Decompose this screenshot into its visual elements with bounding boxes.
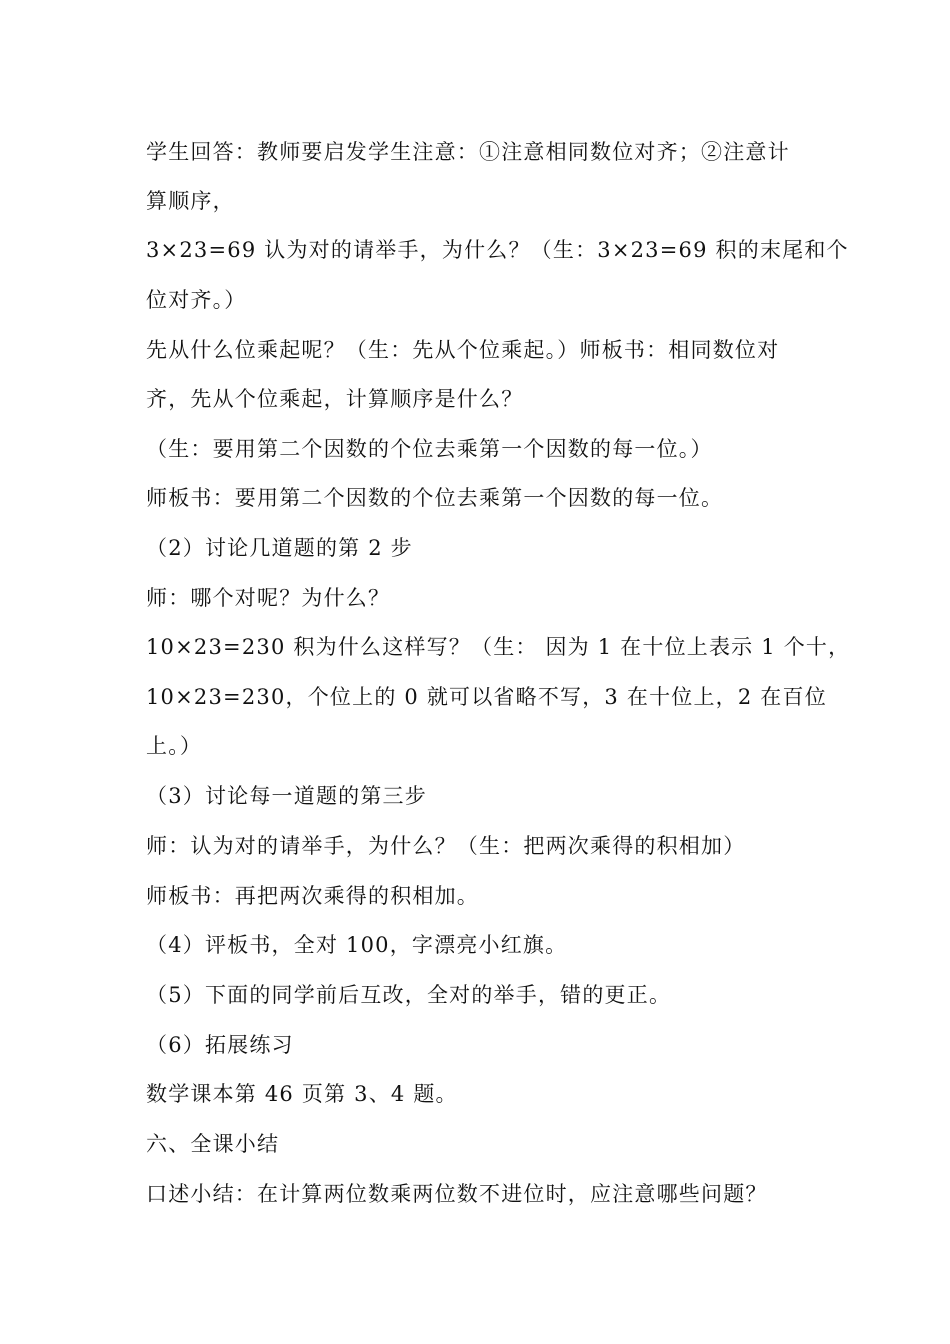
text-line: 上。） [146,734,203,758]
text-line: 10×23=230 积为什么这样写？（生： 因为 1 在十位上表示 1 个十， [146,635,851,659]
text-line: 口述小结：在计算两位数乘两位数不进位时，应注意哪些问题？ [146,1182,768,1206]
text-line: 师板书：要用第二个因数的个位去乘第一个因数的每一位。 [146,486,724,510]
text-line: 师：认为对的请举手，为什么？（生：把两次乘得的积相加） [146,834,746,858]
section-heading: （6）拓展练习 [146,1033,294,1057]
text-line: 位对齐。） [146,288,247,312]
section-heading: （3）讨论每一道题的第三步 [146,784,427,808]
text-line: 10×23=230，个位上的 0 就可以省略不写，3 在十位上，2 在百位 [146,685,827,709]
text-line: 学生回答：教师要启发学生注意：①注意相同数位对齐；②注意计 [146,140,790,164]
text-line: 3×23=69 认为对的请举手，为什么？（生：3×23=69 积的末尾和个 [146,238,849,262]
section-heading: 六、全课小结 [146,1132,280,1156]
text-line: 师：哪个对呢？为什么？ [146,586,391,610]
text-line: （生：要用第二个因数的个位去乘第一个因数的每一位。） [146,437,713,461]
text-line: 齐，先从个位乘起，计算顺序是什么？ [146,387,524,411]
text-line: 算顺序， [146,189,235,213]
section-heading: （4）评板书，全对 100，字漂亮小红旗。 [146,933,568,957]
section-heading: （5）下面的同学前后互改，全对的举手，错的更正。 [146,983,672,1007]
section-heading: （2）讨论几道题的第 2 步 [146,536,413,560]
text-line: 数学课本第 46 页第 3、4 题。 [146,1082,458,1106]
text-line: 先从什么位乘起呢？（生：先从个位乘起。）师板书：相同数位对 [146,338,780,362]
text-line: 师板书：再把两次乘得的积相加。 [146,884,479,908]
